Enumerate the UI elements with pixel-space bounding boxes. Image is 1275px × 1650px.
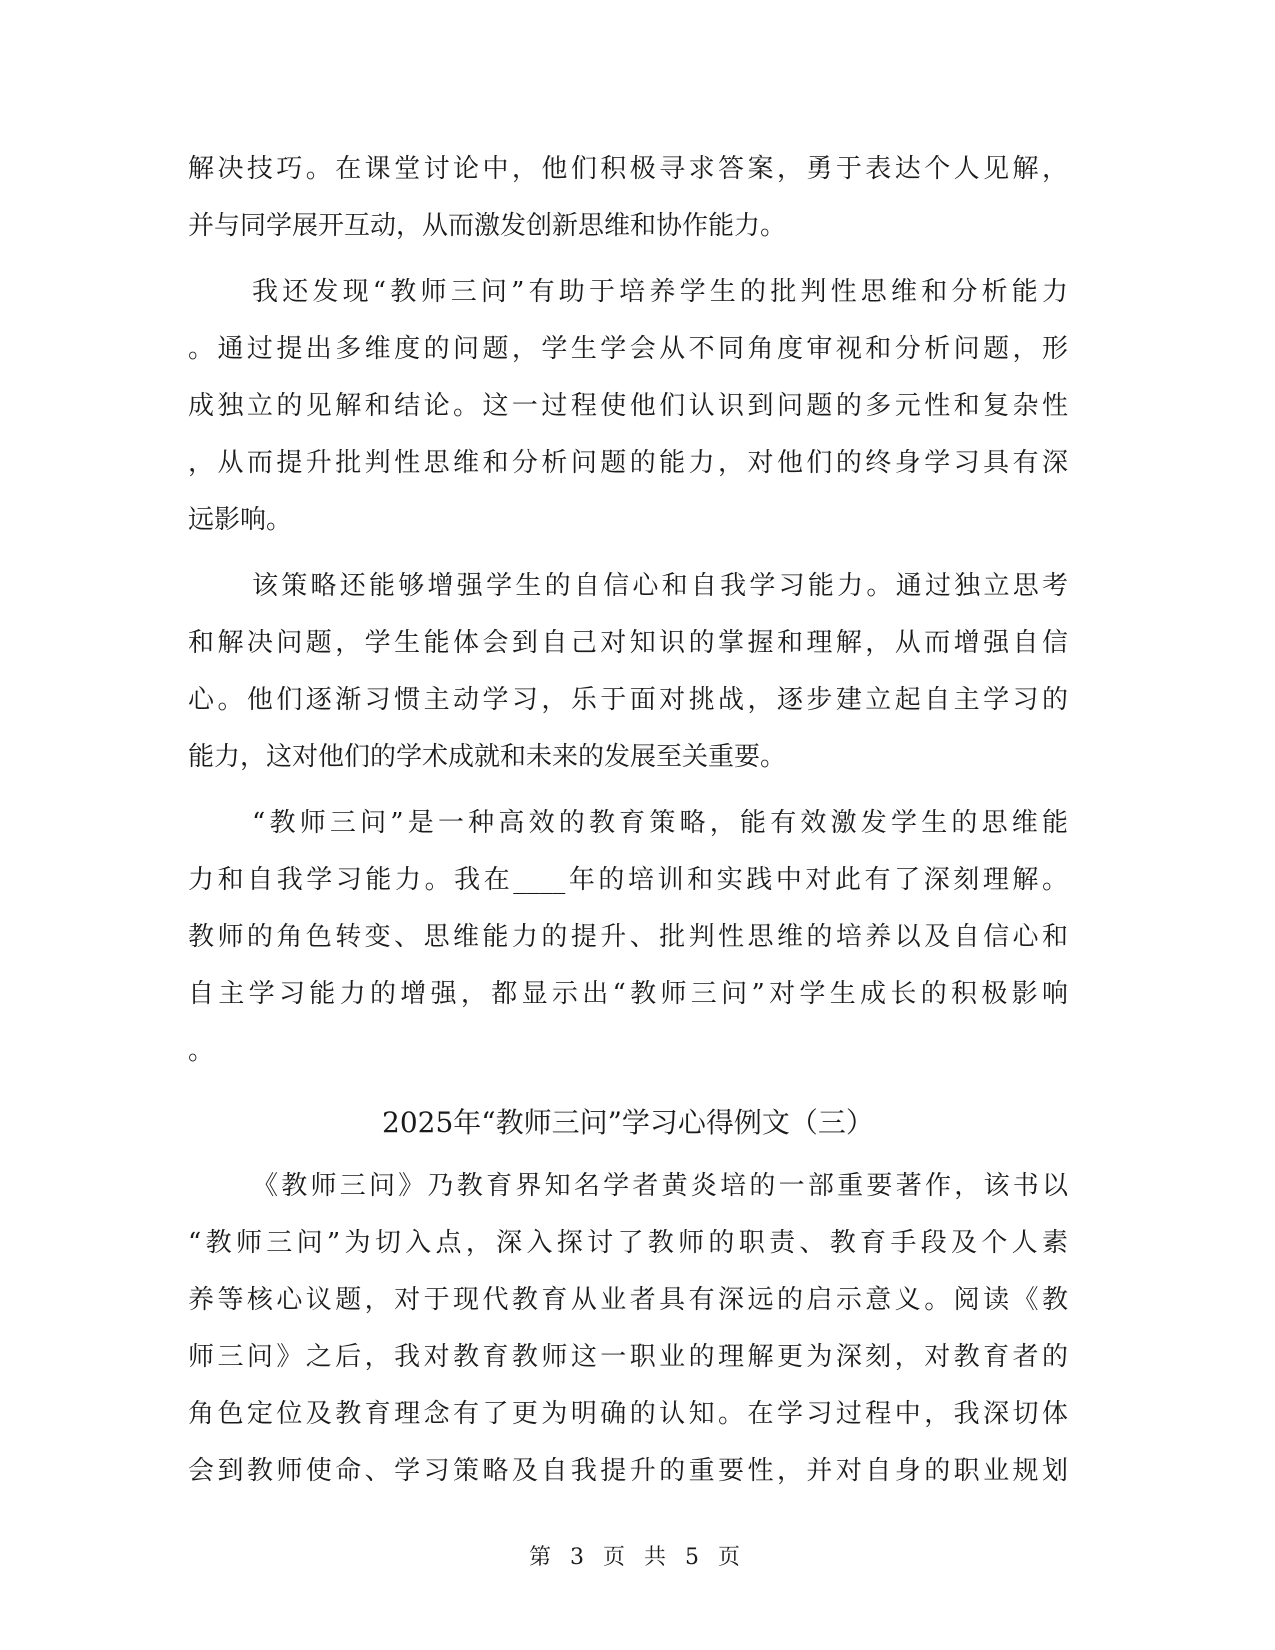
paragraph <box>188 264 1068 549</box>
text-line: 《教师三问》乃教育界知名学者黄炎培的一部重要著作，该书以 <box>252 1171 1068 1201</box>
text-line: 能力，这对他们的学术成就和未来的发展至关重要。 <box>188 742 787 772</box>
page-number-footer: 第 3 页 共 5 页 <box>529 1545 746 1570</box>
document-body <box>188 141 1068 1500</box>
text-line: 教师的角色转变、思维能力的提升、批判性思维的培养以及自信心和 <box>188 922 1068 952</box>
text-line: 远影响。 <box>188 505 293 535</box>
text-line: 师三问》之后，我对教育教师这一职业的理解更为深刻，对教育者的 <box>188 1342 1068 1372</box>
text-line: 角色定位及教育理念有了更为明确的认知。在学习过程中，我深切体 <box>188 1399 1068 1429</box>
text-line: 养等核心议题，对于现代教育从业者具有深远的启示意义。阅读《教 <box>188 1285 1068 1315</box>
text-line: 该策略还能够增强学生的自信心和自我学习能力。通过独立思考 <box>252 571 1068 601</box>
paragraph <box>188 558 1068 786</box>
text-line: 。 <box>188 1036 215 1066</box>
paragraph <box>188 795 1068 1080</box>
text-line: “教师三问”为切入点，深入探讨了教师的职责、教育手段及个人素 <box>188 1228 1068 1258</box>
text-line: ，从而提升批判性思维和分析问题的能力，对他们的终身学习具有深 <box>188 448 1068 478</box>
paragraph <box>188 141 1068 255</box>
text-line: 会到教师使命、学习策略及自我提升的重要性，并对自身的职业规划 <box>188 1456 1068 1486</box>
text-line: 。通过提出多维度的问题，学生学会从不同角度审视和分析问题，形 <box>188 334 1068 364</box>
section-title: 2025年“教师三问”学习心得例文（三） <box>382 1106 874 1139</box>
text-line: 并与同学展开互动，从而激发创新思维和协作能力。 <box>188 211 787 241</box>
text-line: 心。他们逐渐习惯主动学习，乐于面对挑战，逐步建立起自主学习的 <box>188 685 1068 715</box>
paragraph <box>188 1158 1068 1500</box>
text-line: 成独立的见解和结论。这一过程使他们认识到问题的多元性和复杂性 <box>188 391 1068 421</box>
text-line: 我还发现“教师三问”有助于培养学生的批判性思维和分析能力 <box>252 277 1068 307</box>
text-line: 解决技巧。在课堂讨论中，他们积极寻求答案，勇于表达个人见解， <box>188 154 1068 184</box>
text-line: 和解决问题，学生能体会到自己对知识的掌握和理解，从而增强自信 <box>188 628 1068 658</box>
text-line: 力和自我学习能力。我在____年的培训和实践中对此有了深刻理解。 <box>188 865 1068 895</box>
text-line: “教师三问”是一种高效的教育策略，能有效激发学生的思维能 <box>252 808 1068 838</box>
text-line: 自主学习能力的增强，都显示出“教师三问”对学生成长的积极影响 <box>188 979 1068 1009</box>
